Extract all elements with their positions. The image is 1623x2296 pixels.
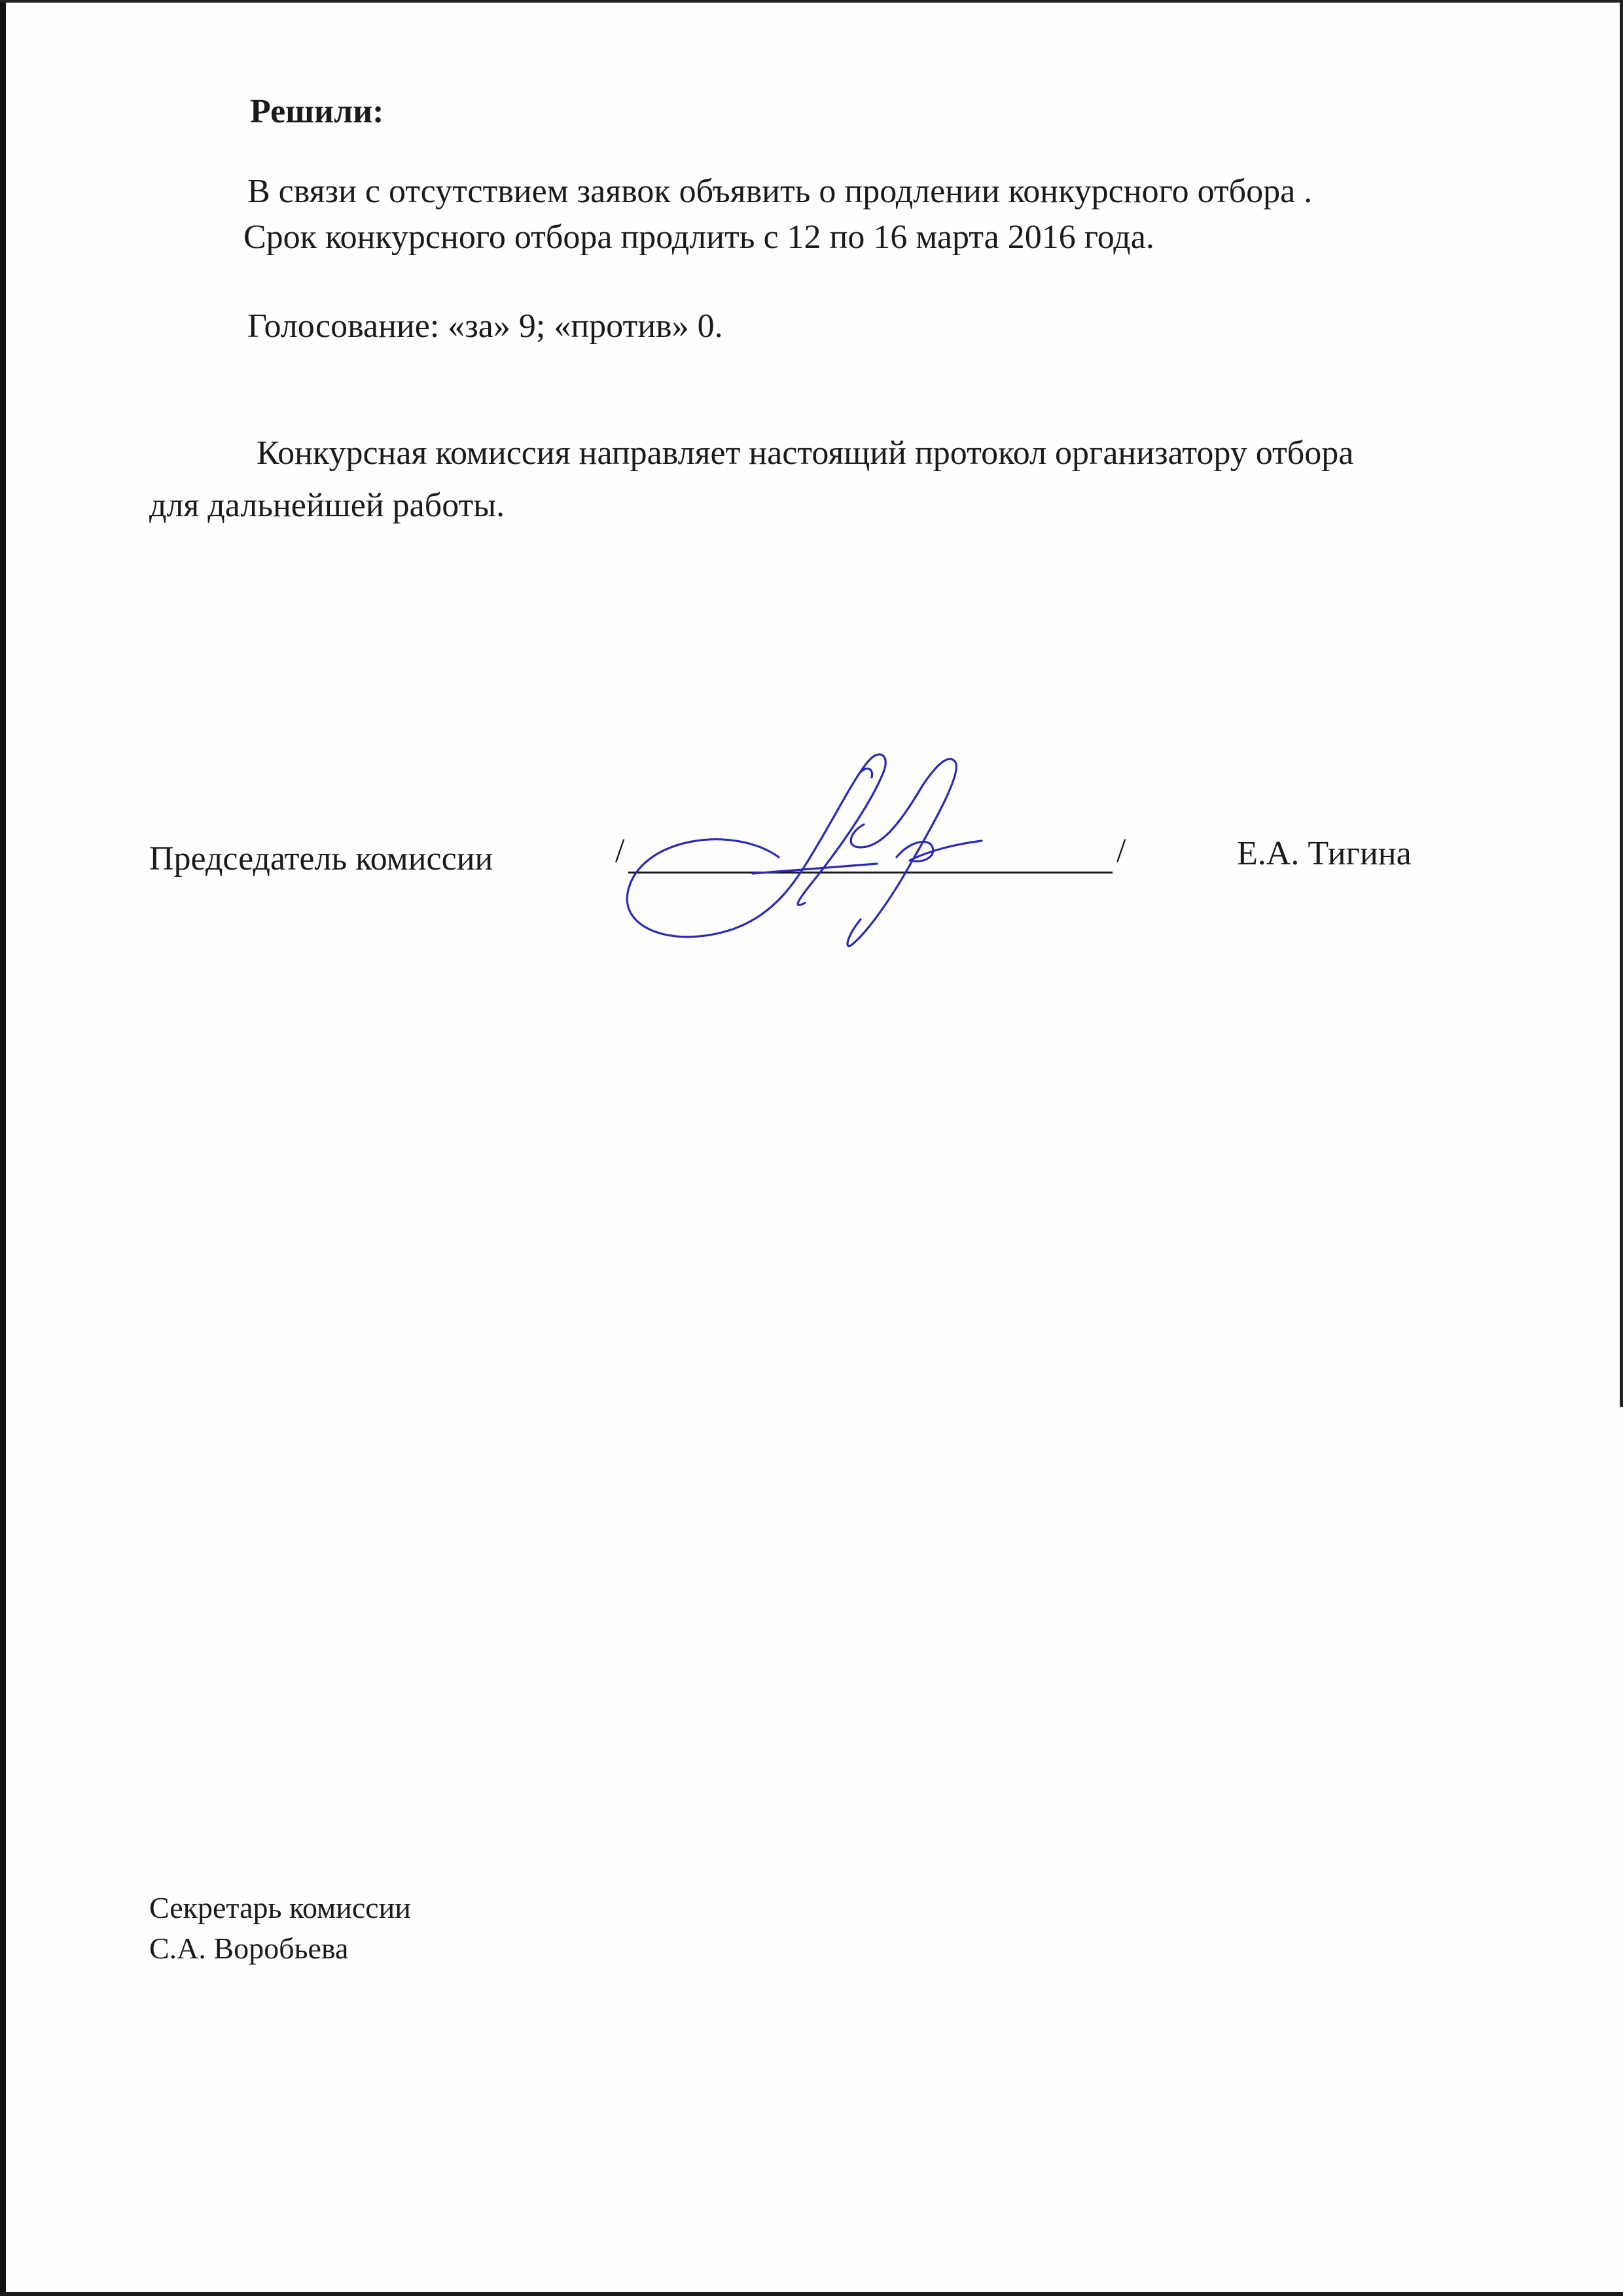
commission-note-line-1: Конкурсная комиссия направляет настоящий протокол организатору отбора — [257, 434, 1354, 472]
scan-edge-right — [1620, 0, 1623, 1407]
chairman-name: Е.А. Тигина — [1237, 835, 1412, 872]
secretary-name: С.А. Воробьева — [149, 1932, 349, 1965]
signature-slash-right: / — [1116, 832, 1126, 870]
vote-result: Голосование: «за» 9; «против» 0. — [247, 308, 723, 345]
chairman-signature-icon — [602, 733, 1021, 968]
secretary-title: Секретарь комиссии — [149, 1891, 411, 1924]
scan-edge-top — [0, 0, 1623, 3]
decision-heading: Решили: — [250, 93, 384, 130]
chairman-title: Председатель комиссии — [149, 840, 493, 877]
scan-edge-left — [0, 0, 6, 2296]
decision-line-2: Срок конкурсного отбора продлить с 12 по 16 марта 2016 года. — [243, 219, 1154, 256]
commission-note-line-2: для дальнейшей работы. — [149, 487, 505, 524]
signature-slash-left: / — [615, 832, 625, 870]
decision-line-1: В связи с отсутствием заявок объявить о продлении конкурсного отбора . — [247, 173, 1313, 210]
scan-edge-bottom — [0, 2292, 1623, 2296]
